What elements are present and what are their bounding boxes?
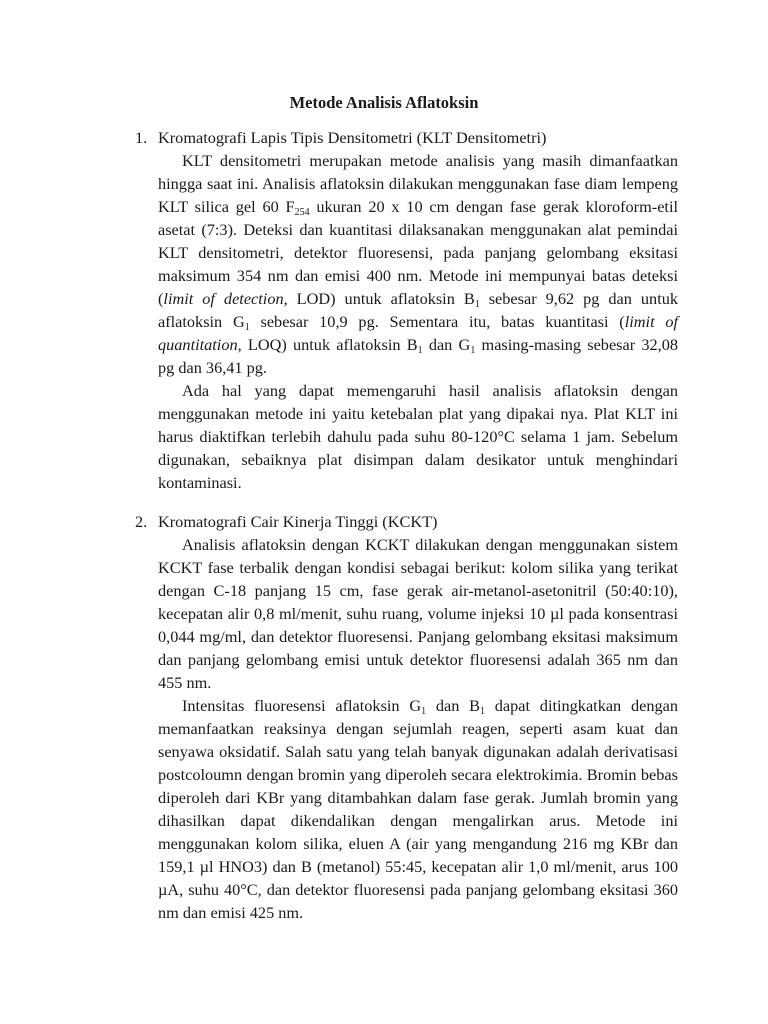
section-number: 2.	[135, 512, 148, 531]
section-heading	[0, 510, 768, 533]
section-heading	[0, 126, 768, 149]
subscript: 254	[294, 207, 310, 218]
section-klt-densitometri	[0, 126, 768, 494]
paragraph: Intensitas fluoresensi aflatoksin $G_1$ dan $B_1$ dapat ditingkatkan dengan memanfaatkan reaksinya dengan sejumlah reagen, seperti asam kuat dan senyawa oksidatif. Salah satu yang telah banyak digunakan adalah derivatisasi postcoloumn dengan bromin yang diperoleh secara elektrokimia. Bromin bebas diperoleh dari KBr yang ditambahkan dalam fase gerak. Jumlah bromin yang dihasilkan dapat dikendalikan dengan mengalirkan arus. Metode ini menggunakan kolom silika, eluen A (air yang mengandung 216 mg KBr dan 159,1 µl HNO3) dan B (metanol) 55:45, kecepatan alir 1,0 ml/menit, arus 100 µA, suhu 40°C, dan detektor fluoresensi pada panjang gelombang eksitasi 360 nm dan emisi 425 nm.	[158, 696, 678, 922]
document-title: Metode Analisis Aflatoksin	[289, 93, 479, 112]
paragraph: KLT densitometri merupakan metode analisis yang masih dimanfaatkan hingga saat ini. Analisis aflatoksin dilakukan menggunakan fase diam lempeng KLT silica gel 60 $F_{254}$ ukuran 20 x 10 cm dengan fase gerak kloroform-etil asetat (7:3). Deteksi dan kuantitasi dilaksanakan menggunakan alat pemindai KLT densitometri, detektor fluoresensi, pada panjang gelombang eksitasi maksimum 354 nm dan emisi 400 nm. Metode ini mempunyai batas deteksi (limit of detection, LOD) untuk aflatoksin $B_1$ sebesar 9,62 pg dan untuk aflatoksin $G_1$ sebesar 10,9 pg. Sementara itu, batas kuantitasi (limit of quantitation, LOQ) untuk aflatoksin $B_1$ dan $G_1$ masing-masing sebesar 32,08 pg dan 36,41 pg.	[158, 151, 679, 377]
subscript: 1	[244, 322, 250, 333]
paragraph: Analisis aflatoksin dengan KCKT dilakukan dengan menggunakan sistem KCKT fase terbalik dengan kondisi sebagai berikut: kolom silika yang terikat dengan C-18 panjang 15 cm, fase gerak air-metanol-asetonitril (50:40:10), kecepatan alir 0,8 ml/menit, suhu ruang, volume injeksi 10 µl pada konsentrasi 0,044 mg/ml, dan detektor fluoresensi. Panjang gelombang eksitasi maksimum dan panjang gelombang emisi untuk detektor fluoresensi adalah 365 nm dan 455 nm.	[158, 535, 678, 692]
section-title: Kromatografi Cair Kinerja Tinggi (KCKT)	[158, 512, 438, 531]
subscript: 1	[417, 345, 423, 356]
italic-term: limit of detection	[163, 289, 284, 308]
subscript: 1	[470, 345, 476, 356]
subscript: 1	[480, 706, 486, 717]
section-number: 1.	[135, 128, 148, 147]
section-title: Kromatografi Lapis Tipis Densitometri (KLT Densitometri)	[158, 128, 547, 147]
section-kckt	[0, 510, 768, 924]
paragraph: Ada hal yang dapat memengaruhi hasil analisis aflatoksin dengan menggunakan metode ini yaitu ketebalan plat yang dipakai nya. Plat KLT ini harus diaktifkan terlebih dahulu pada suhu 80-120°C selama 1 jam. Sebelum digunakan, sebaiknya plat disimpan dalam desikator untuk menghindari kontaminasi.	[158, 381, 678, 492]
italic-term: limit of quantitation	[158, 312, 679, 354]
subscript: 1	[421, 706, 427, 717]
subscript: 1	[474, 299, 480, 310]
